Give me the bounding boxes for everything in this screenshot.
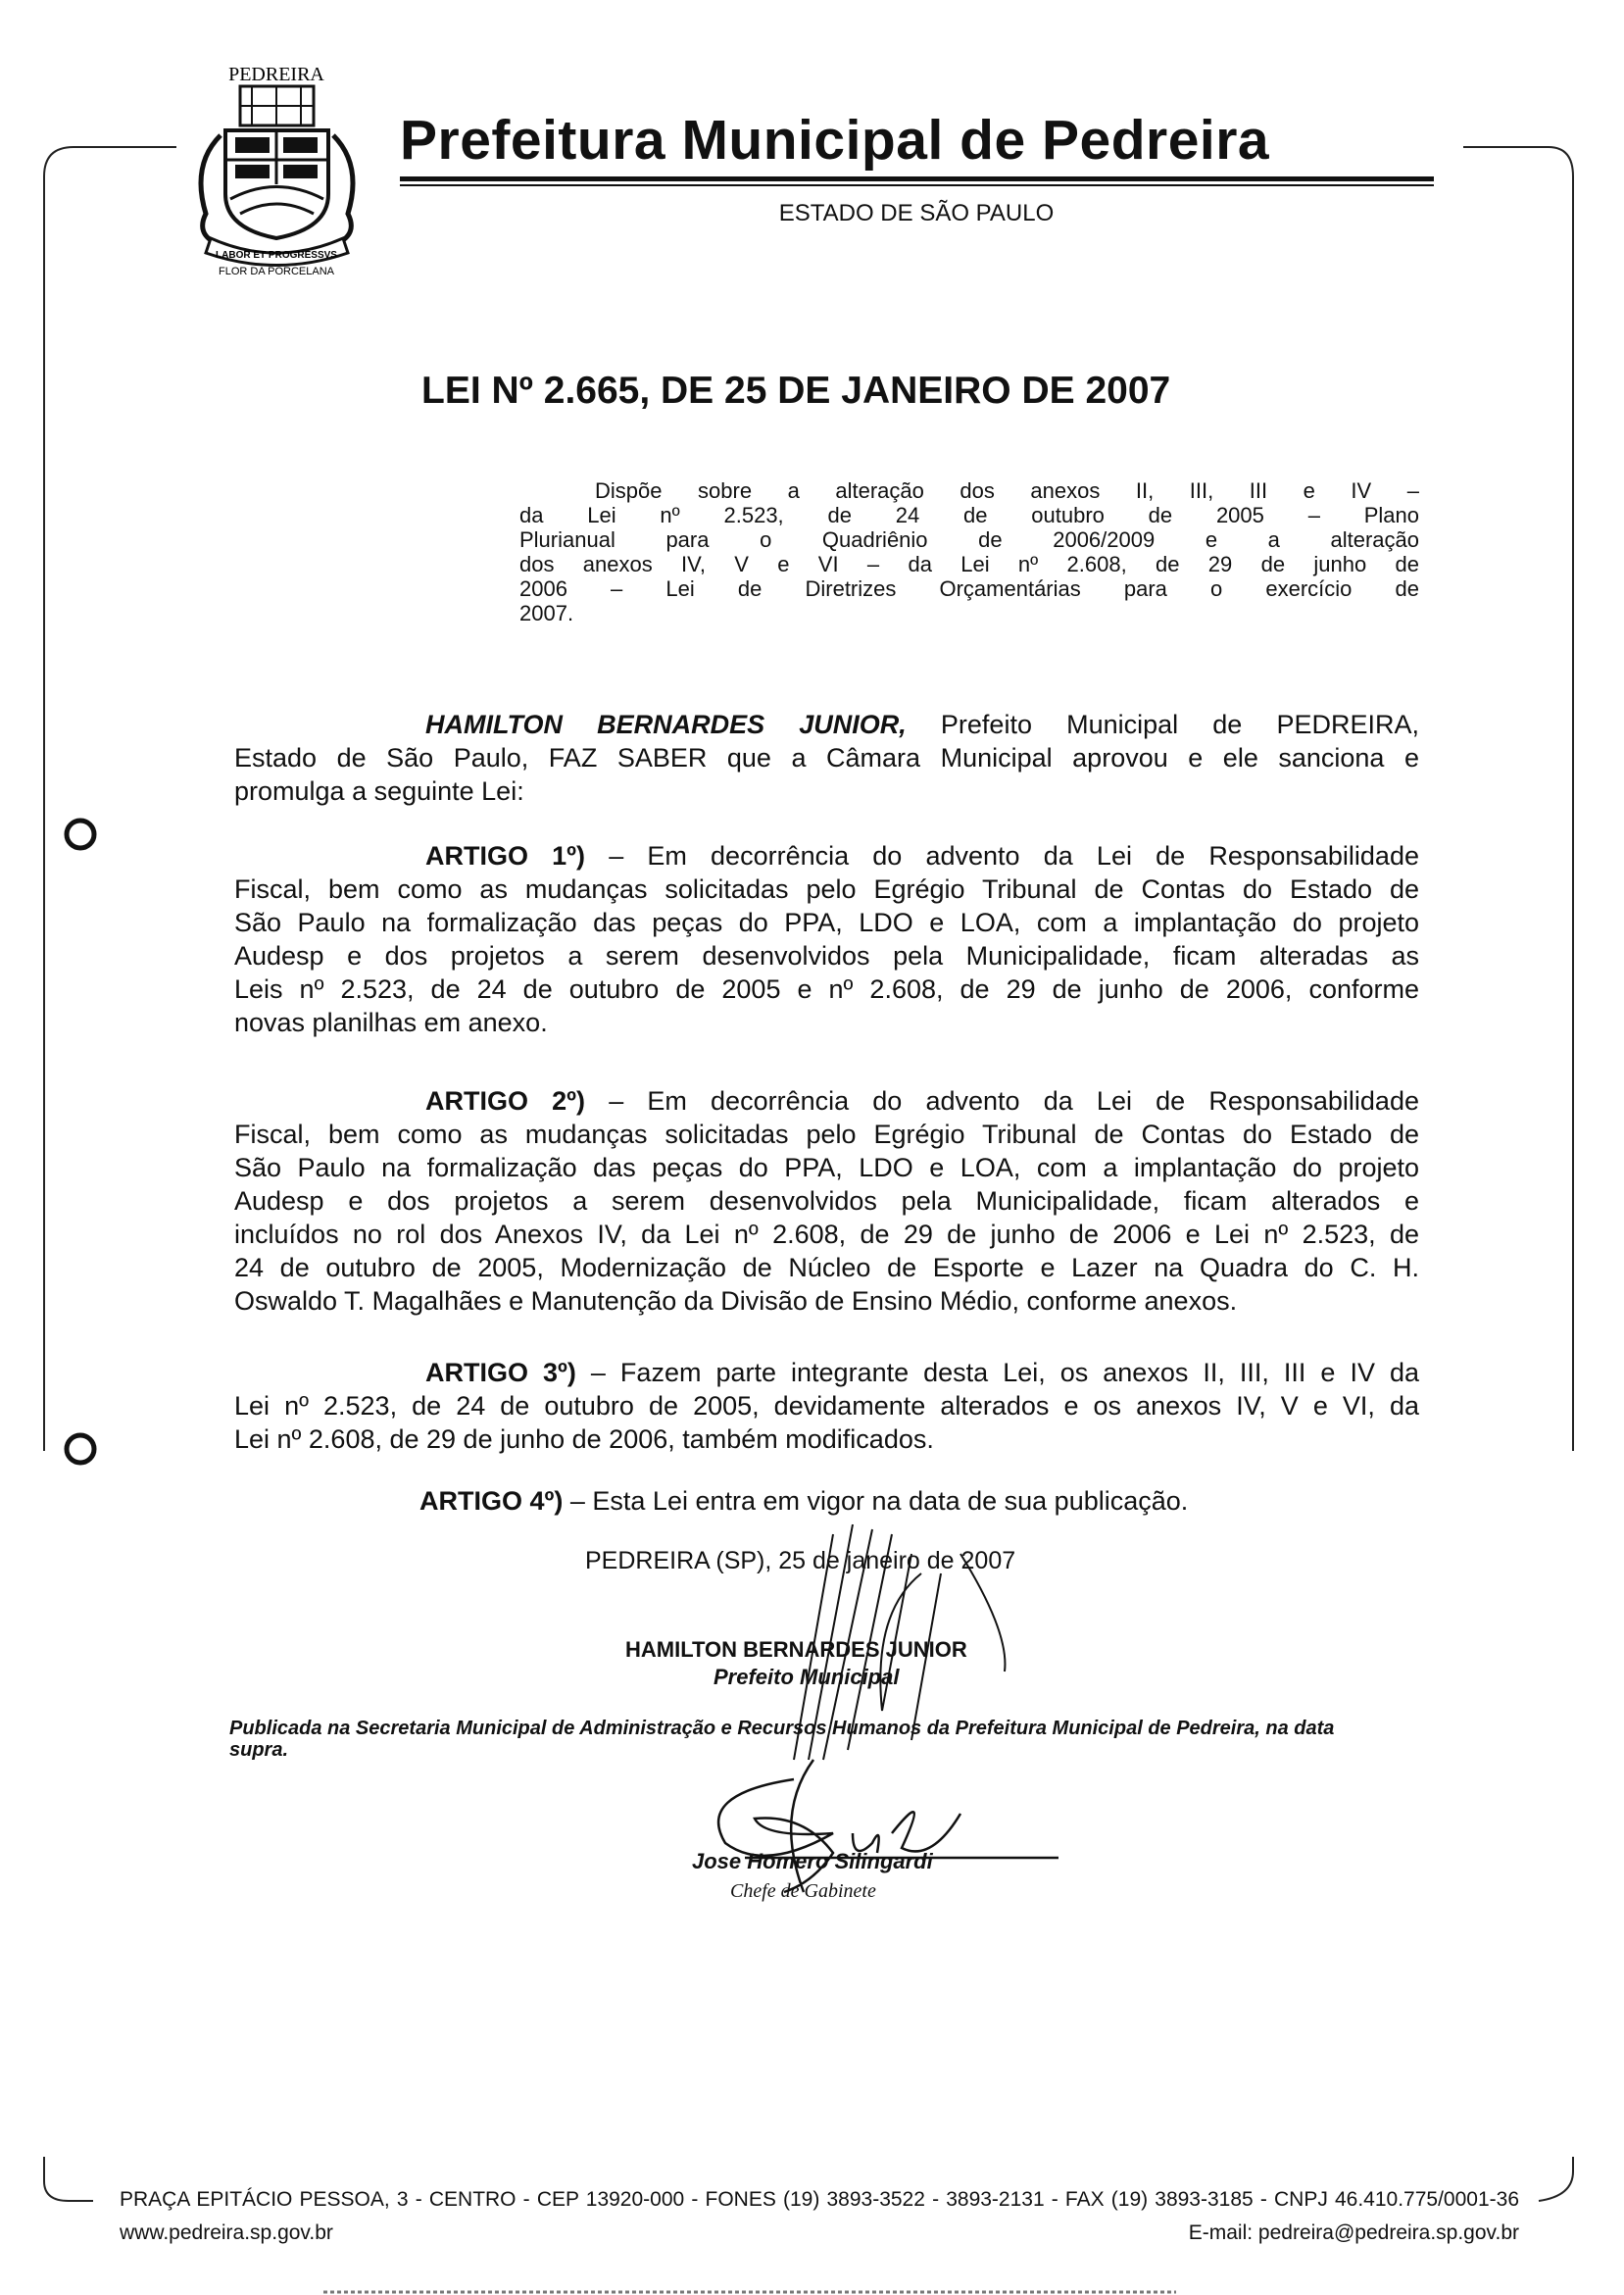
paragraph-line: Lei nº 2.523, de 24 de outubro de 2005, devidamente alterados e os anexos IV, V e VI, da [234,1391,1419,1421]
summary-line: Dispõe sobre a alteração dos anexos II, III, III e IV – [595,478,1419,503]
footer-email: E-mail: pedreira@pedreira.sp.gov.br [1188,2221,1519,2244]
paragraph-text: – Em decorrência do advento da Lei de Responsabilidade [585,1086,1419,1116]
paragraph-line: Fiscal, bem como as mudanças solicitadas pelo Egrégio Tribunal de Contas do Estado de [234,874,1419,904]
chief-role: Chefe de Gabinete [730,1880,876,1902]
paragraph-lead: ARTIGO 3º) [425,1358,576,1387]
paragraph-line: promulga a seguinte Lei: [234,776,524,806]
date-line: PEDREIRA (SP), 25 de janeiro de 2007 [585,1547,1016,1574]
paragraph-line: São Paulo na formalização das peças do PPA, LDO e LOA, com a implantação do projeto [234,1153,1419,1182]
article-2 [234,1084,1419,1318]
paragraph-line: Leis nº 2.523, de 24 de outubro de 2005 e nº 2.608, de 29 de junho de 2006, conforme [234,974,1419,1004]
paragraph-lead: ARTIGO 1º) [425,841,586,871]
letterhead-title: Prefeitura Municipal de Pedreira [400,109,1270,172]
letterhead-state: ESTADO DE SÃO PAULO [778,200,1055,226]
title-rule [400,176,1434,181]
svg-text:FLOR DA PORCELANA: FLOR DA PORCELANA [219,266,334,277]
svg-text:PEDREIRA: PEDREIRA [228,64,324,85]
paragraph-line [234,1356,1419,1389]
paragraph-line [234,839,1419,873]
law-summary [519,478,1419,625]
coat-of-arms-logo [181,57,372,282]
mayor-role: Prefeito Municipal [714,1665,900,1689]
paragraph-line [234,1084,1419,1118]
footer-website: www.pedreira.sp.gov.br [120,2221,333,2244]
article-label: ARTIGO 4º) [419,1486,564,1516]
paragraph-line: Audesp e dos projetos a serem desenvolvidos pela Municipalidade, ficam alterados e [234,1186,1419,1216]
paragraph-line: Oswaldo T. Magalhães e Manutenção da Divisão de Ensino Médio, conforme anexos. [234,1286,1238,1316]
paragraph-text: – Em decorrência do advento da Lei de Responsabilidade [585,841,1419,871]
summary-line: 2006 – Lei de Diretrizes Orçamentárias para o exercício de [519,576,1419,601]
article-3 [234,1356,1419,1456]
article-1 [234,839,1419,1039]
paragraph-line: São Paulo na formalização das peças do PPA, LDO e LOA, com a implantação do projeto [234,908,1419,937]
paragraph-lead: ARTIGO 2º) [425,1086,586,1116]
article-text: – Esta Lei entra em vigor na data de sua publicação. [563,1486,1189,1516]
summary-line: dos anexos IV, V e VI – da Lei nº 2.608, de 29 de junho de [519,552,1419,576]
punch-hole-icon [67,821,94,1463]
paragraph-line: Lei nº 2.608, de 29 de junho de 2006, também modificados. [234,1424,934,1454]
chief-name: Jose Homero Silingardi [692,1849,933,1873]
paragraph-line: Estado de São Paulo, FAZ SABER que a Câmara Municipal aprovou e ele sanciona e [234,743,1419,773]
paragraph-line: incluídos no rol dos Anexos IV, da Lei nº 2.608, de 29 de junho de 2006 e Lei nº 2.523, de [234,1220,1419,1249]
paragraph-line: 24 de outubro de 2005, Modernização de Núcleo de Esporte e Lazer na Quadra do C. H. [234,1253,1419,1282]
title-rule-thin [400,184,1434,186]
svg-text:LABOR ET PROGRESSVS: LABOR ET PROGRESSVS [216,250,337,261]
paragraph-text: Prefeito Municipal de PEDREIRA, [906,710,1419,739]
summary-line: 2007. [519,601,574,625]
law-heading: LEI Nº 2.665, DE 25 DE JANEIRO DE 2007 [421,370,1171,412]
paragraph-lead: HAMILTON BERNARDES JUNIOR, [425,710,907,739]
summary-line: da Lei nº 2.523, de 24 de outubro de 2005 – Plano [519,503,1419,527]
paragraph-line: Fiscal, bem como as mudanças solicitadas pelo Egrégio Tribunal de Contas do Estado de [234,1120,1419,1149]
mayor-name: HAMILTON BERNARDES JUNIOR [625,1637,967,1662]
enactment-paragraph [234,708,1419,808]
footer-address: PRAÇA EPITÁCIO PESSOA, 3 - CENTRO - CEP 13920-000 - FONES (19) 3893-3522 - 3893-2131 - FAX (19) 3893-3185 - CNPJ 46.410.775/0001-36 [120,2188,1519,2211]
article-4 [419,1486,1188,1517]
summary-line: Plurianual para o Quadriênio de 2006/2009 e a alteração [519,527,1419,552]
paragraph-line: novas planilhas em anexo. [234,1008,548,1037]
paragraph-text: – Fazem parte integrante desta Lei, os anexos II, III, III e IV da [575,1358,1419,1387]
paragraph-line: Audesp e dos projetos a serem desenvolvidos pela Municipalidade, ficam alteradas as [234,941,1419,971]
publication-note: Publicada na Secretaria Municipal de Administração e Recursos Humanos da Prefeitura Municipal de Pedreira, na data supra. [229,1718,1335,1761]
paragraph-line [234,708,1419,741]
